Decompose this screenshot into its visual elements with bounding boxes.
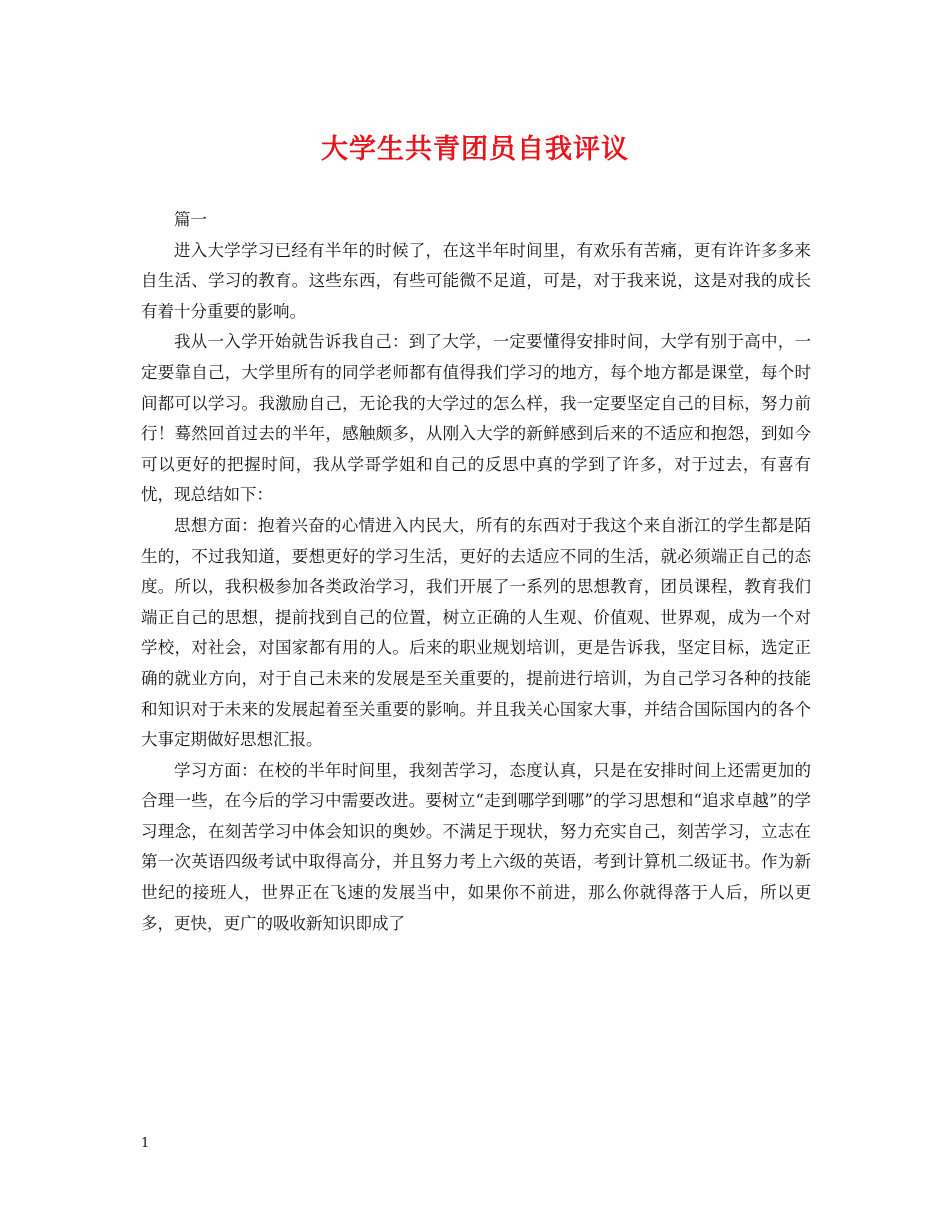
paragraph-study: 学习方面：在校的半年时间里，我刻苦学习，态度认真，只是在安排时间上还需更加的合理一些，在今后的学习中需要改进。要树立“走到哪学到哪”的学习思想和“追求卓越”的学习理念，在刻苦学习中体会知识的奥妙。不满足于现状，努力充实自己，刻苦学习，立志在第一次英语四级考试中取得高分，并且努力考上六级的英语，考到计算机二级证书。作为新世纪的接班人，世界正在飞速的发展当中，如果你不前进，那么你就得落于人后，所以更多，更快，更广的吸收新知识即成了: [141, 760, 811, 933]
paragraph-self-reminder: 我从一入学开始就告诉我自己：到了大学，一定要懂得安排时间，大学有别于高中，一定要靠自己，大学里所有的同学老师都有值得我们学习的地方，每个地方都是课堂，每个时间都可以学习。我激励自己，无论我的大学过的怎么样，我一定要坚定自己的目标，努力前行！蓦然回首过去的半年，感触颇多，从刚入大学的新鲜感到后来的不适应和抱怨，到如今可以更好的把握时间，我从学哥学姐和自己的反思中真的学到了许多，对于过去，有喜有忧，现总结如下：: [141, 332, 811, 505]
page-number: 1: [141, 1136, 150, 1151]
document-title: 大学生共青团员自我评议: [321, 134, 629, 165]
paragraph-intro: 进入大学学习已经有半年的时候了，在这半年时间里，有欢乐有苦痛，更有许许多多来自生活、学习的教育。这些东西，有些可能微不足道，可是，对于我来说，这是对我的成长有着十分重要的影响。: [141, 240, 811, 321]
paragraph-ideology: 思想方面：抱着兴奋的心情进入内民大，所有的东西对于我这个来自浙江的学生都是陌生的，不过我知道，要想更好的学习生活，更好的去适应不同的生活，就必须端正自己的态度。所以，我积极参加各类政治学习，我们开展了一系列的思想教育，团员课程，教育我们端正自己的思想，提前找到自己的位置，树立正确的人生观、价值观、世界观，成为一个对学校，对社会，对国家都有用的人。后来的职业规划培训，更是告诉我，坚定目标，选定正确的就业方向，对于自己未来的发展是至关重要的，提前进行培训，为自己学习各种的技能和知识对于未来的发展起着至关重要的影响。并且我关心国家大事，并结合国际国内的各个大事定期做好思想汇报。: [141, 515, 811, 750]
section-label: 篇一: [174, 210, 207, 229]
document-body: [141, 205, 811, 939]
